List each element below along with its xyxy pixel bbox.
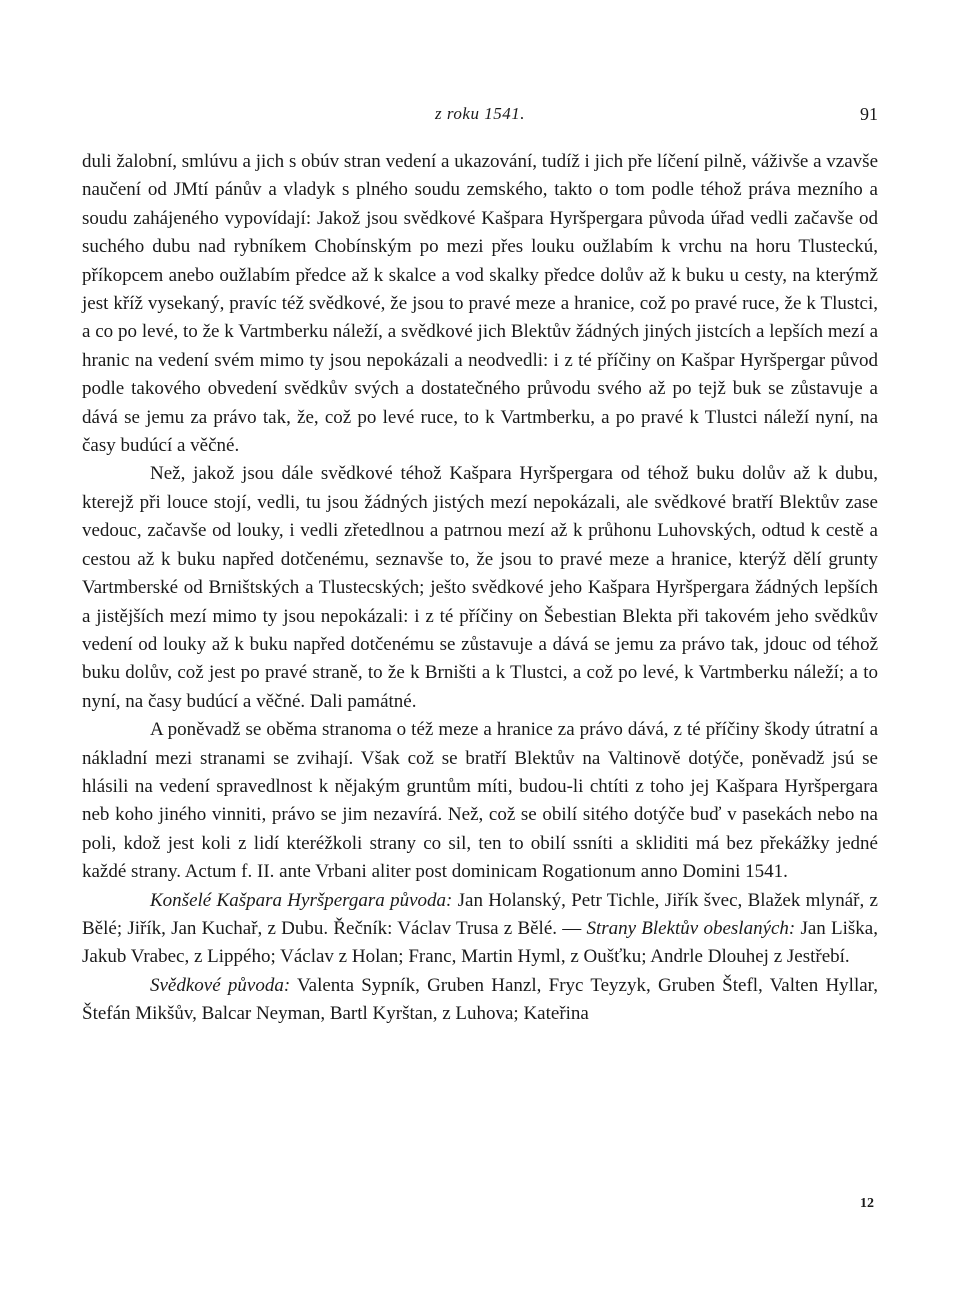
paragraph-5 <box>82 972 878 1029</box>
councillors-label: Konšelé Kašpara Hyršpergara původa: <box>150 889 453 911</box>
defendants-list: Jan Liška, Jakub Vrabec, z Lippého; Václav z Holan; Franc, Martin Hyml, z Oušťku; Andrle Dlouhej z Jestřebí. <box>82 917 878 968</box>
councillors-list: Jan Holanský, Petr Tichle, Jiřík švec, Blažek mlynář, z Bělé; Jiřík, Jan Kuchař, z Dubu. Řečník: Václav Trusa z Bělé. — <box>82 889 878 939</box>
paragraph-1: duli žalobní, smlúvu a jich s obúv stran vedení a ukazování, tudíž i jich pře líčení pilně, váživše a vzavše naučení od JMtí pánův a vladyk s plného soudu zemského, takto o tom podle téhož práva mezního a soudu zahájeného vypovídají: Jakož jsou svědkové Kašpara Hyršpergara původa úřad vedli začavše od suchého dubu nad rybníkem Chobínským po mezi přes louku oužlabím k vrchu na horu Tlusteckú, příkopcem anebo oužlabím předce až k skalce a vod skalky předce dolův až k buku u cesty, na kterýmž jest kříž vysekaný, pravíc též svědkové, že jsou to pravé meze a hranice, což po pravé ruce, že k Tlustci, a co po levé, to že k Vartmberku náleží, a svědkové jich Blektův žádných jiných jistcích a lepších mezí a hranic na vedení svém mimo ty jsou nepokázali a neodvedli: i z té příčiny on Kašpar Hyršpergar původ podle takového obvedení svědkův svých a dostatečného průvodu svého až po tejž buk se zůstavuje a dává se jemu za právo tak, že, což po levé ruce, to k Vartmberku, a po pravé k Tlustci náleží nyní, na časy budúcí a věčné. <box>82 151 878 457</box>
body-text <box>82 148 878 1029</box>
paragraph-4 <box>82 887 878 972</box>
witnesses-list: Valenta Sypník, Gruben Hanzl, Fryc Teyzyk, Gruben Štefl, Valten Hyllar, Štefán Mikšův, Balcar Neyman, Bartl Kyrštan, z Luhova; Kateřina <box>82 974 878 1025</box>
running-title: z roku 1541. <box>435 104 525 123</box>
page-number: 91 <box>860 104 878 124</box>
paragraph-3: A poněvadž se oběma stranoma o též meze a hranice za právo dává, z té příčiny škody útratní a nákladní mezi stranami se zvihají. Však což se bratří Blektův na Valtinově dotýče, poněvadž jsú se hlásili na vedení spravedlnost k nějakým gruntům míti, budou-li chtíti z toho jej Kašpara Hyršpergara neb koho jiného vinniti, právo se jim nezavírá. Než, což se obilí sitého dotýče buď v pasekách nebo na poli, kdož jest koli z lidí kteréžkoli strany co sil, ten to obilí ssníti a skliditi má bez překážky jedné každé strany. Actum f. II. ante Vrbani aliter post dominicam Rogationum anno Domini 1541. <box>82 719 878 883</box>
defendants-label: Strany Blektův obeslaných: <box>586 917 796 939</box>
signature-mark: 12 <box>860 1196 874 1211</box>
witnesses-label: Svědkové původa: <box>150 974 291 996</box>
paragraph-2: Než, jakož jsou dále svědkové téhož Kašpara Hyršpergara od téhož buku dolův až k dubu, kterejž při louce stojí, vedli, tu jsou žádných jistých mezí nepokázali, ale svědkové bratří Blektův zase vedouc, začavše od louky, i vedli zřetedlnou a patrnou mezí až k průhonu Luhovských, odtud k cestě a cestou až k buku napřed dotčenému, seznavše to, že jsou to pravé meze a hranice, kterýž dělí grunty Vartmberské od Brništských a Tlustecských; ješto svědkové jeho Kašpara Hyršpergara žádných lepších a jistějších mezí mimo ty jsou nepokázali: i z té příčiny on Šebestian Blekta při takovém jeho svědkův vedení od louky až k buku napřed dotčenému se zůstavuje a dává se jemu za právo tak, jdouc od téhož buku dolův, což jest po pravé straně, to že k Brništi a k Tlustci, a což po levé, k Vartmberku náleží; a to nyní, na časy budúcí a věčné. Dali památné. <box>82 463 878 712</box>
